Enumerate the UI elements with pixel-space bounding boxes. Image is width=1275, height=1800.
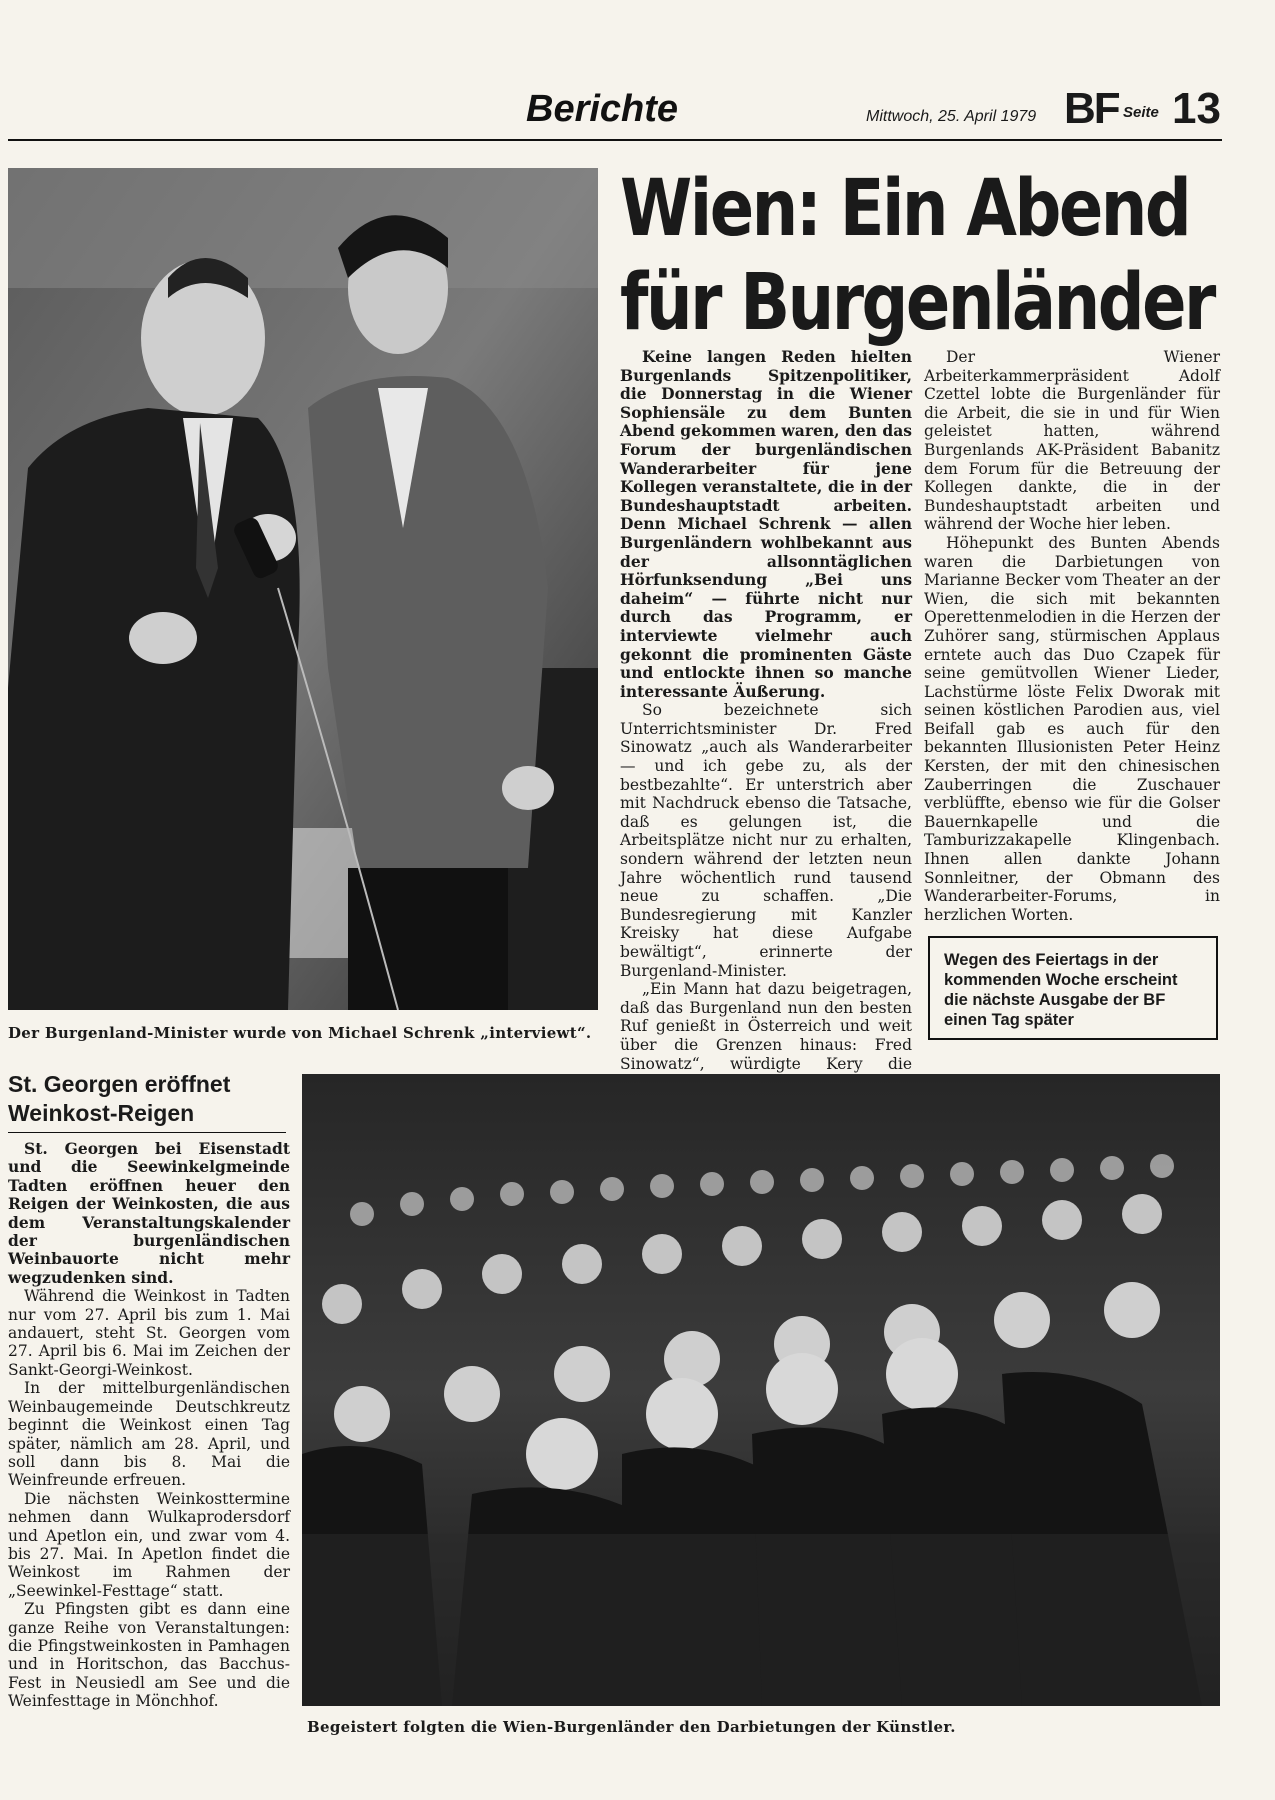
article-paragraph: Höhepunkt des Bunten Abends waren die Darbietungen von Marianne Becker vom Theater an der Wien, die sich mit bekannten Operettenmelodien in die Herzen der Zuhörer sang, stürmischen Applaus erntete auch das Duo Czapek für seine gemütvollen Wiener Lieder, Lachstürme löste Felix Dworak mit seinen köstlichen Parodien aus, viel Beifall gab es auch für den bekannten Illusionisten Peter Heinz Kersten, der mit den chinesischen Zauberringen die Zuschauer verblüffte, ebenso wie für die Golser Bauernkapelle und die Tamburizzakapelle Klingenbach. Ihnen allen dankte Johann Sonnleitner, der Obmann des Wanderarbeiter-Forums, in herzlichen Worten. (924, 533, 1220, 924)
side-headline-line-2: Weinkost-Reigen (8, 1100, 195, 1126)
page-label: Seite (1123, 104, 1159, 121)
interview-photo (8, 168, 598, 1010)
side-headline (8, 1070, 286, 1133)
newspaper-logo: BF (1064, 84, 1119, 133)
side-article-paragraph: Während die Weinkost in Tadten nur vom 27. April bis zum 1. Mai andauert, steht St. Georgen vom 27. April bis 6. Mai im Zeichen der Sankt-Georgi-Weinkost. (8, 1287, 290, 1379)
page-number: 13 (1172, 84, 1221, 133)
article-column-1 (620, 348, 912, 1110)
section-title: Berichte (526, 88, 679, 130)
article-lead: Keine langen Reden hielten Burgenlands Spitzenpolitiker, die Donnerstag in die Wiener Sophiensäle zu dem Bunten Abend gekommen waren, den das Forum der burgenländischen Wanderarbeiter für jene Kollegen veranstaltete, die in der Bundeshauptstadt arbeiten. Denn Michael Schrenk — allen Burgenländern wohlbekannt aus der allsonntäglichen Hörfunksendung „Bei uns daheim“ — führte nicht nur durch das Programm, er interviewte vielmehr auch gekonnt die prominenten Gäste und entlockte ihnen so manche interessante Äußerung. (620, 347, 912, 701)
header-rule (8, 139, 1222, 141)
article-column-2 (924, 348, 1220, 924)
publication-notice: Wegen des Feiertags in der kommenden Woche erscheint die nächste Ausgabe der BF einen Tag später (928, 936, 1218, 1040)
article-paragraph: So bezeichnete sich Unterrichtsminister Dr. Fred Sinowatz „auch als Wanderarbeiter — und ich gebe zu, als der bestbezahlte“. Er unterstrich aber mit Nachdruck ebenso die Tatsache, daß es gelungen ist, die Arbeitsplätze nicht nur zu erhalten, sondern während der letzten neun Jahre wöchentlich rund tausend neue zu schaffen. „Die Bundesregierung mit Kanzler Kreisky hat diese Aufgabe bewältigt“, erinnerte der Burgenland-Minister. (620, 701, 912, 980)
main-headline (620, 162, 1214, 350)
side-headline-line-1: St. Georgen eröffnet (8, 1071, 231, 1097)
side-article-paragraph: Zu Pfingsten gibt es dann eine ganze Reihe von Veranstaltungen: die Pfingstweinkosten in Pamhagen und in Horitschon, das Bacchus-Fest in Neusiedl am See und die Weinfesttage in Mönchhof. (8, 1600, 290, 1711)
interview-photo-caption: Der Burgenland-Minister wurde von Michael Schrenk „interviewt“. (8, 1024, 592, 1042)
issue-date: Mittwoch, 25. April 1979 (866, 108, 1037, 125)
side-article-body (8, 1140, 290, 1711)
headline-line-1: Wien: Ein Abend (620, 164, 1190, 254)
side-article-paragraph: Die nächsten Weinkosttermine nehmen dann Wulkaprodersdorf und Apetlon ein, und zwar vom 4. bis 27. Mai. In Apetlon findet die Weinkost im Rahmen der „Seewinkel-Festtage“ statt. (8, 1489, 290, 1600)
side-article-paragraph: In der mittelburgenländischen Weinbaugemeinde Deutschkreutz beginnt die Weinkost einen Tag später, nämlich am 28. April, und soll dann bis 8. Mai die Weinfreunde erfreuen. (8, 1379, 290, 1490)
article-paragraph: „Ein Mann hat dazu beigetragen, daß das Burgenland nun den besten Ruf genießt in Österreich und weit über die Grenzen hinaus: Fred Sinowatz“, würdigte Kery die (620, 980, 912, 1073)
headline-line-2: für Burgenländer (620, 258, 1214, 348)
side-article-lead: St. Georgen bei Eisenstadt und die Seewinkelgmeinde Tadten eröffnen heuer den Reigen der Weinkosten, die aus dem Veranstaltungskalender der burgenländischen Weinbauorte nicht mehr wegzudenken sind. (8, 1139, 290, 1287)
article-paragraph: Der Wiener Arbeiterkammerpräsident Adolf Czettel lobte die Burgenländer für die Arbeit, die sie in und für Wien geleistet hatten, während Burgenlands AK-Präsident Babanitz dem Forum für die Betreuung der Kollegen dankte, die in der Bundeshauptstadt arbeiten und während der Woche hier leben. (924, 348, 1220, 534)
audience-photo-caption: Begeistert folgten die Wien-Burgenländer den Darbietungen der Künstler. (307, 1718, 956, 1736)
audience-photo (302, 1074, 1220, 1706)
